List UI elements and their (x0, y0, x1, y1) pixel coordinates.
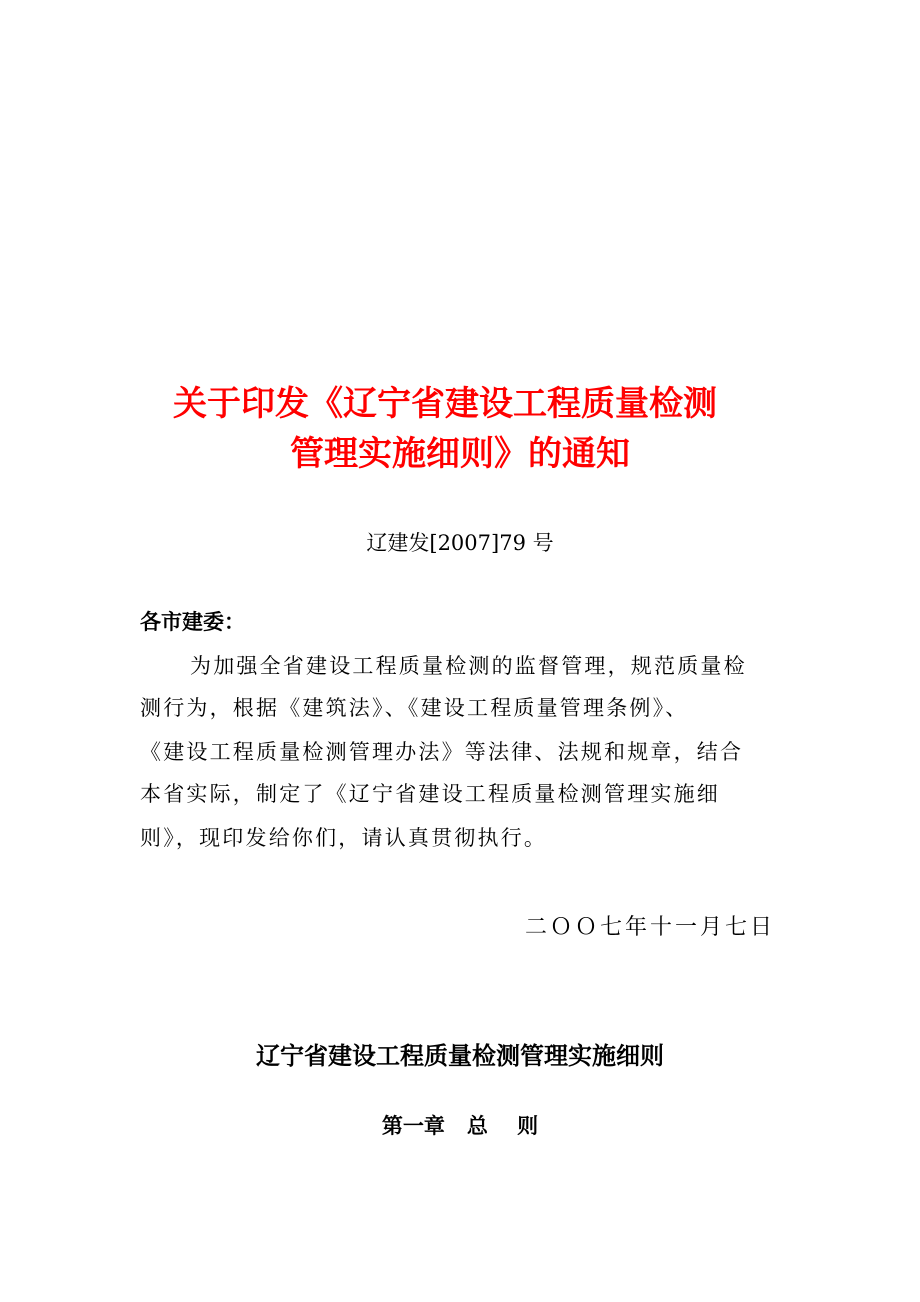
notice-title-line-2: 管理实施细则》的通知 (290, 434, 630, 474)
issue-date: 二ＯＯ七年十一月七日 (524, 915, 775, 940)
body-paragraph-line-5: 则》，现印发给你们，请认真贯彻执行。 (140, 826, 548, 850)
rules-title: 辽宁省建设工程质量检测管理实施细则 (256, 1042, 664, 1070)
body-paragraph-line-3: 《建设工程质量检测管理办法》等法律、法规和规章，结合 (140, 740, 744, 764)
document-number: 辽建发[2007]79 号 (366, 531, 554, 555)
notice-title-line-1: 关于印发《辽宁省建设工程质量检测 (173, 384, 717, 424)
body-paragraph-line-2: 测行为，根据《建筑法》、《建设工程质量管理条例》、 (140, 696, 689, 720)
chapter-heading: 第一章 总 则 (381, 1114, 539, 1138)
body-paragraph-line-4: 本省实际，制定了《辽宁省建设工程质量检测管理实施细 (140, 782, 720, 806)
salutation: 各市建委： (140, 610, 245, 634)
body-paragraph-line-1: 为加强全省建设工程质量检测的监督管理，规范质量检 (190, 654, 747, 678)
